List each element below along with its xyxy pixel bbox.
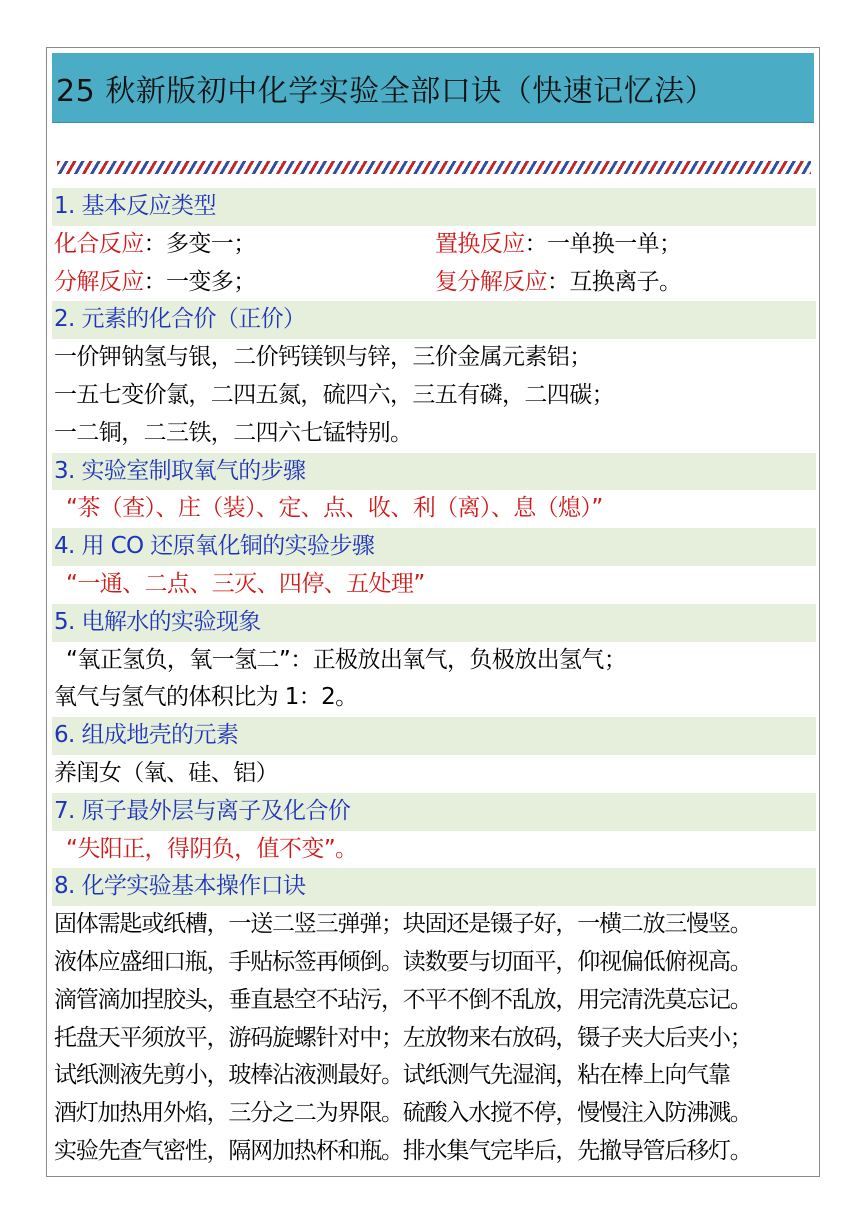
decorative-stripe-divider: [57, 161, 811, 174]
page-title: 25 秋新版初中化学实验全部口诀（快速记忆法）: [56, 73, 716, 109]
term-double-displacement: 复分解反应: [435, 268, 548, 295]
text-line: 固体需匙或纸槽，一送二竖三弹弹；块固还是镊子好，一横二放三慢竖。: [54, 911, 752, 938]
text-line: 氧气与氢气的体积比为 1：2。: [54, 684, 358, 711]
text-line: 一价钾钠氢与银，二价钙镁钡与锌，三价金属元素铝；: [54, 344, 592, 371]
mnemonic-line: “茶（查）、庄（装）、定、点、收、利（离）、息（熄）”: [66, 495, 603, 522]
text-line: 一二铜，二三铁，二四六七锰特别。: [54, 419, 413, 446]
section-heading: 4. 用 CO 还原氧化铜的实验步骤: [52, 528, 816, 566]
section-heading: 6. 组成地壳的元素: [52, 717, 816, 755]
section-heading: 8. 化学实验基本操作口诀: [52, 868, 816, 906]
text-line: 养闺女（氧、硅、铝）: [54, 759, 279, 786]
text-line: 滴管滴加捏胶头，垂直悬空不玷污，不平不倒不乱放，用完清洗莫忘记。: [54, 986, 752, 1013]
term-definition: ：多变一；: [143, 230, 256, 257]
term-definition: ：一单换一单；: [524, 230, 682, 257]
operations-mnemonic-block: [52, 906, 816, 1171]
term-definition: ：一变多；: [143, 268, 256, 295]
reaction-type-row: [52, 264, 816, 302]
term-definition: ：互换离子。: [547, 268, 682, 295]
text-line: 一五七变价氯，二四五氮，硫四六，三五有磷，二四碳；: [54, 381, 615, 408]
document-page: [46, 47, 820, 1177]
term-combination: 化合反应: [54, 230, 144, 257]
section-heading: 7. 原子最外层与离子及化合价: [52, 793, 816, 831]
reaction-type-row: [52, 226, 816, 264]
text-line: 实验先查气密性，隔网加热杯和瓶。排水集气完毕后，先撤导管后移灯。: [54, 1137, 752, 1164]
text-line: 液体应盛细口瓶，手贴标签再倾倒。读数要与切面平，仰视偏低俯视高。: [54, 948, 752, 975]
text-line: 酒灯加热用外焰，三分之二为界限。硫酸入水搅不停，慢慢注入防沸溅。: [54, 1100, 752, 1127]
section-heading: 1. 基本反应类型: [52, 188, 816, 226]
text-line: 托盘天平须放平，游码旋螺针对中；左放物来右放码，镊子夹大后夹小；: [54, 1024, 752, 1051]
mnemonic-line: “一通、二点、三灭、四停、五处理”: [66, 570, 425, 597]
title-banner: [52, 53, 814, 123]
section-heading: 5. 电解水的实验现象: [52, 604, 816, 642]
term-decomposition: 分解反应: [54, 268, 144, 295]
mnemonic-line: “失阳正，得阴负，值不变”。: [66, 835, 358, 862]
text-line: “氧正氢负，氧一氢二”：正极放出氧气，负极放出氢气；: [66, 646, 627, 673]
term-displacement: 置换反应: [435, 230, 525, 257]
text-line: 试纸测液先剪小，玻棒沾液测最好。试纸测气先湿润，粘在棒上向气靠: [54, 1062, 730, 1089]
section-heading: 2. 元素的化合价（正价）: [52, 301, 816, 339]
section-heading: 3. 实验室制取氧气的步骤: [52, 453, 816, 491]
content-body: [52, 188, 816, 1171]
